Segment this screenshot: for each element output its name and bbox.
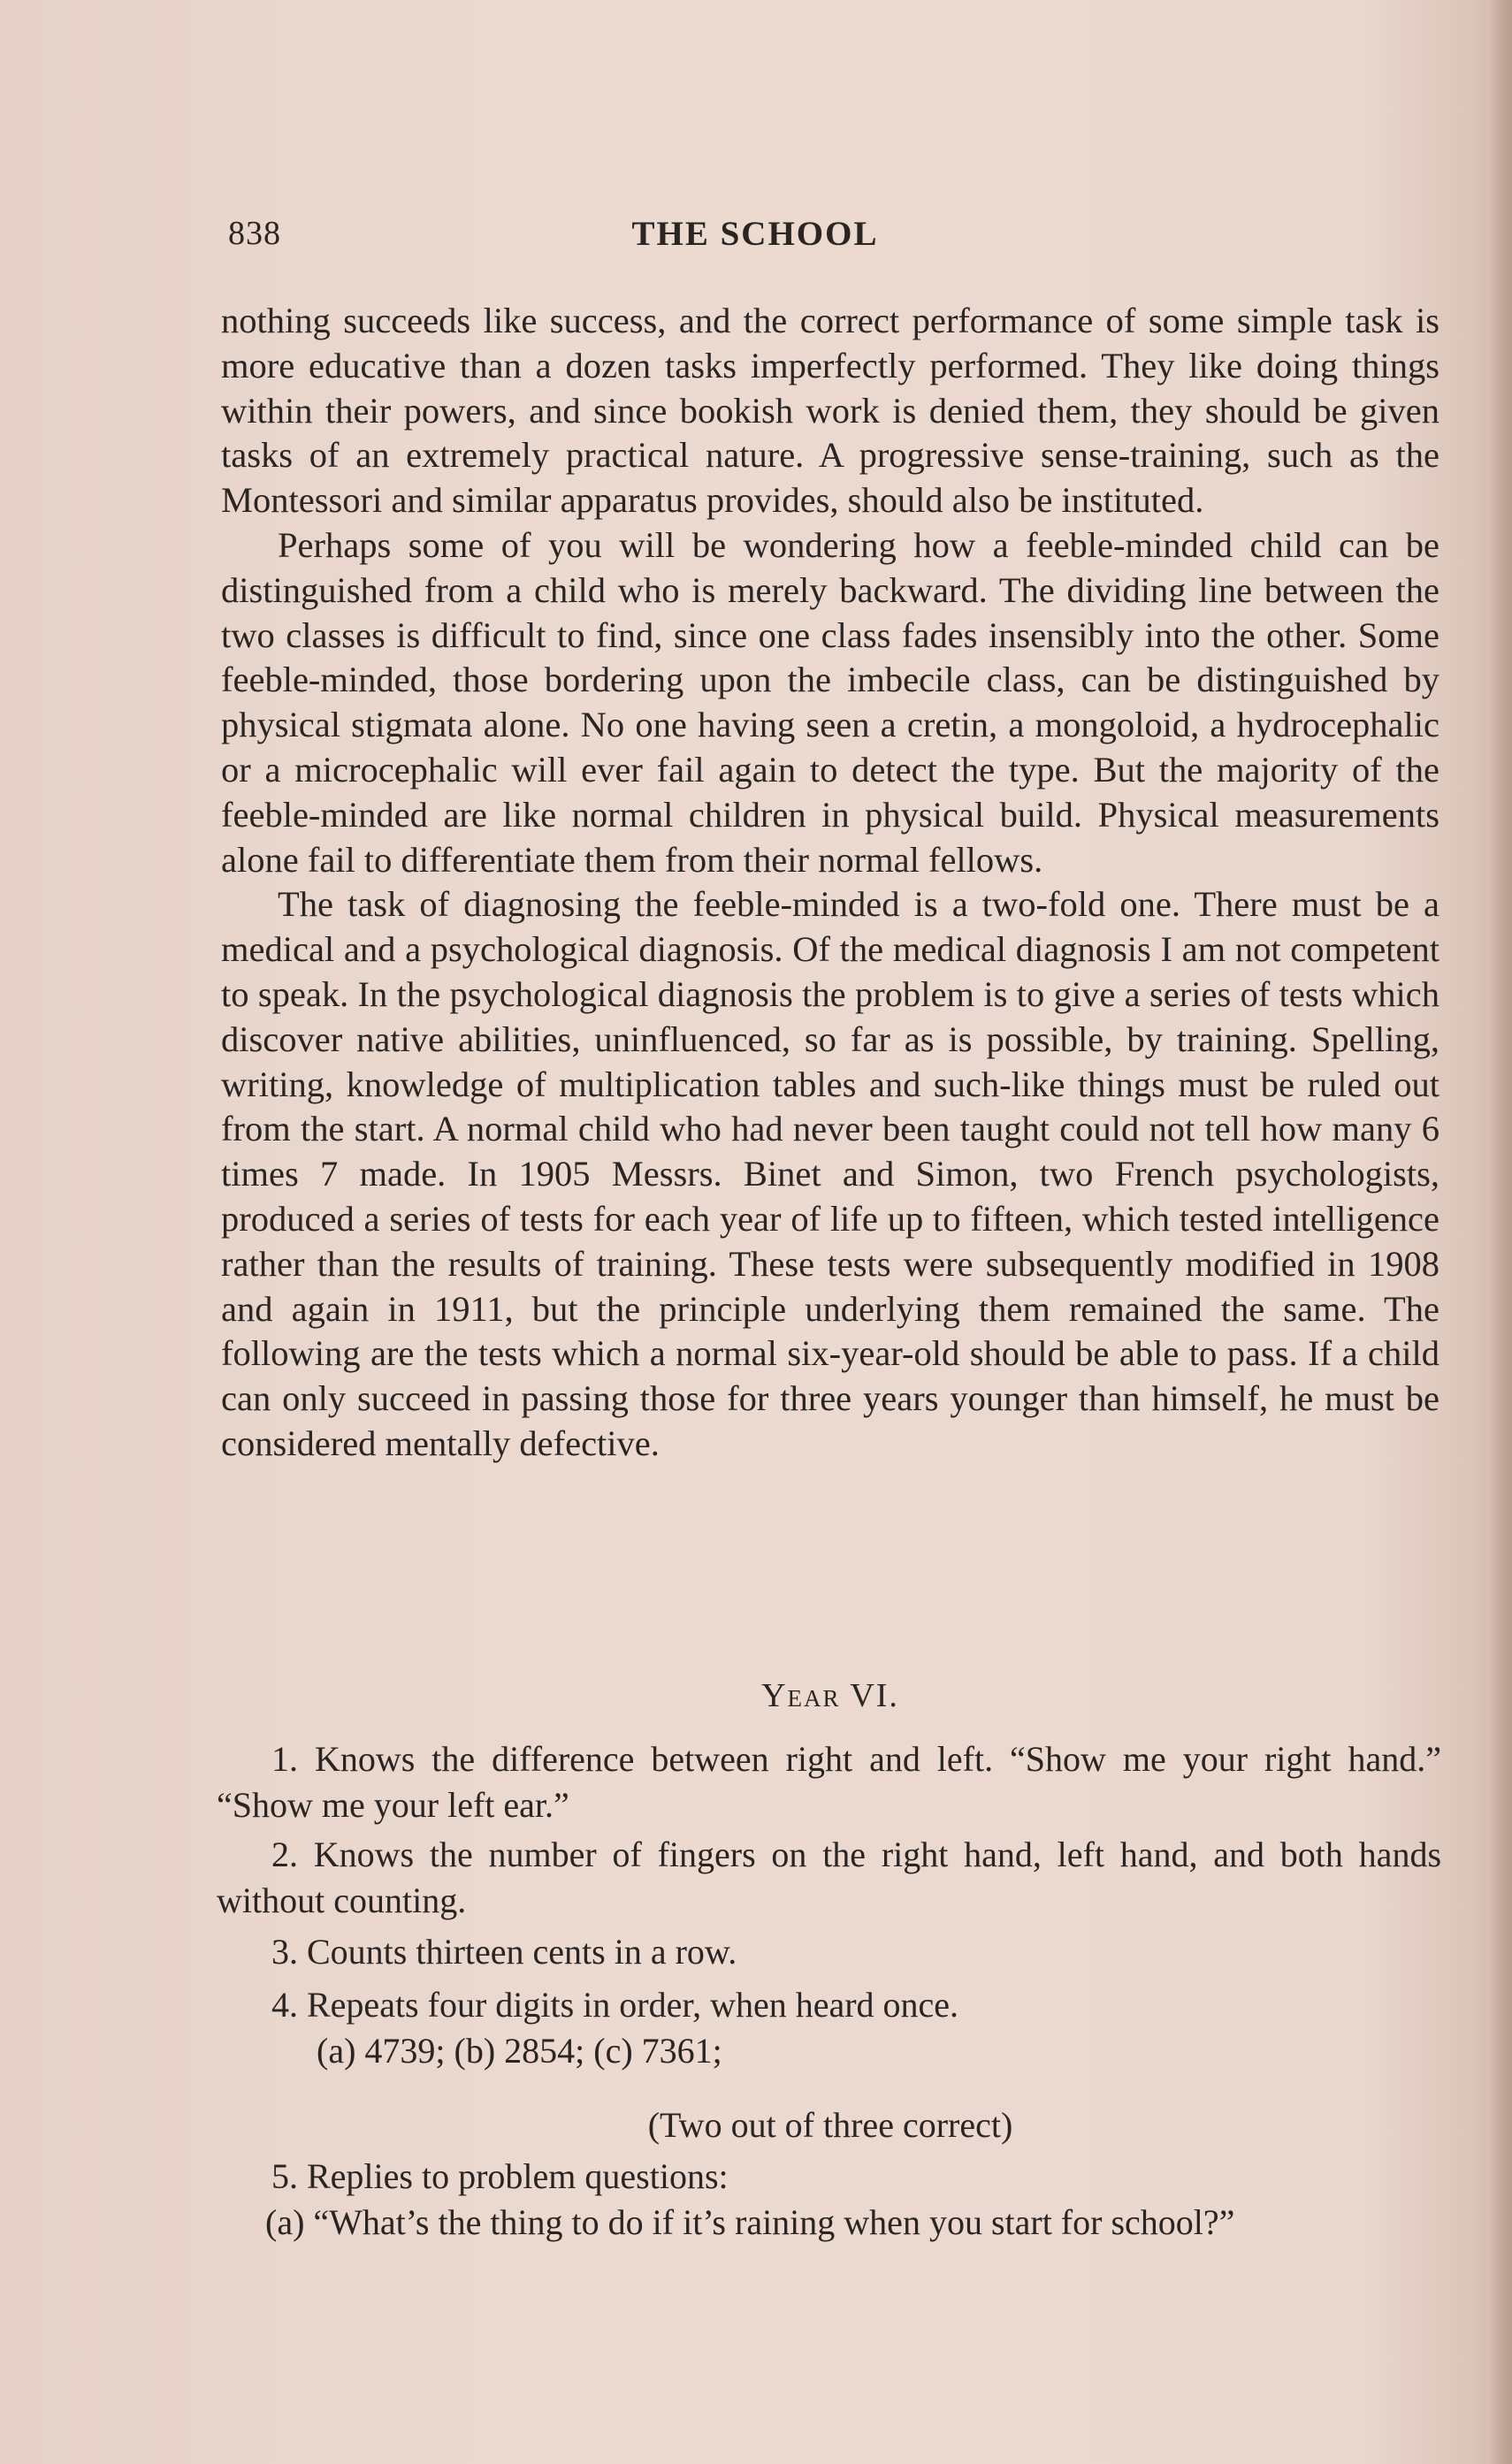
test-text: Knows the difference between right and left. “Show me your right hand.” “Show me your left ear.”	[217, 1739, 1441, 1825]
test-number: 5.	[271, 2156, 298, 2196]
test-number: 4.	[271, 1985, 298, 2025]
question-a: (a) “What’s the thing to do if it’s raining when you start for school?”	[265, 2202, 1235, 2242]
page-number: 838	[228, 215, 281, 252]
section-heading: Year VI.	[761, 1677, 899, 1714]
test-text: Counts thirteen cents in a row.	[307, 1932, 737, 1972]
page-header	[228, 209, 1438, 262]
test-item-4	[217, 1982, 1441, 2028]
test-number: 2.	[271, 1835, 298, 1874]
running-title: THE SCHOOL	[631, 215, 879, 253]
paragraph-feeble-minded-distinction: Perhaps some of you will be wondering how a feeble-minded child can be distinguished from a child who is merely backward. The dividing line between the two classes is difficult to find, since one class fades insensibly into the other. Some feeble-minded, those bordering upon the imbecile class, can be distinguished by physical stigmata alone. No one having seen a cretin, a mongoloid, a hydrocephalic or a microcephalic will ever fail again to detect the type. But the majority of the feeble-minded are like normal children in physical build. Physical measurements alone fail to differentiate them from their normal fellows.	[221, 524, 1439, 880]
digits-note: (Two out of three correct)	[647, 2105, 1013, 2145]
body-text	[221, 299, 1439, 1467]
book-spine-shadow	[1487, 0, 1512, 2464]
test-text: Knows the number of fingers on the right hand, left hand, and both hands without counting.	[217, 1835, 1442, 1920]
paragraph-continuation: nothing succeeds like success, and the correct performance of some simple task is more educative than a dozen tasks imperfectly performed. They like doing things within their powers, and since bookish work is denied them, they should be given tasks of an extremely practical nature. A progressive sense-training, such as the Montessori and similar apparatus provides, should also be instituted.	[221, 301, 1439, 521]
digits-line: (a) 4739; (b) 2854; (c) 7361;	[317, 2031, 722, 2071]
test-number: 3.	[271, 1932, 298, 1972]
test-item-3	[217, 1929, 1441, 1975]
paragraph-diagnosis: The task of diagnosing the feeble-minded is a two-fold one. There must be a medical and a psychological diagnosis. Of the medical diagnosis I am not competent to speak. In the psychological diagnosis the problem is to give a series of tests which discover native abilities, uninfluenced, so far as is possible, by training. Spelling, writing, knowledge of multiplication tables and such-like things must be ruled out from the start. A normal child who had never been taught could not tell how many 6 times 7 made. In 1905 Messrs. Binet and Simon, two French psychologists, produced a series of tests for each year of life up to fifteen, which tested intelligence rather than the results of training. These tests were subsequently modified in 1908 and again in 1911, but the principle underlying them remained the same. The following are the tests which a normal six-year-old should be able to pass. If a child can only succeed in passing those for three years younger than himself, he must be considered mentally defective.	[221, 884, 1439, 1463]
test-text: Replies to problem questions:	[307, 2156, 729, 2196]
test-item-1	[217, 1736, 1441, 1828]
test-item-2	[217, 1832, 1441, 1924]
test-number: 1.	[271, 1739, 298, 1779]
test-item-5	[217, 2154, 1441, 2200]
test-text: Repeats four digits in order, when heard once.	[307, 1985, 959, 2025]
